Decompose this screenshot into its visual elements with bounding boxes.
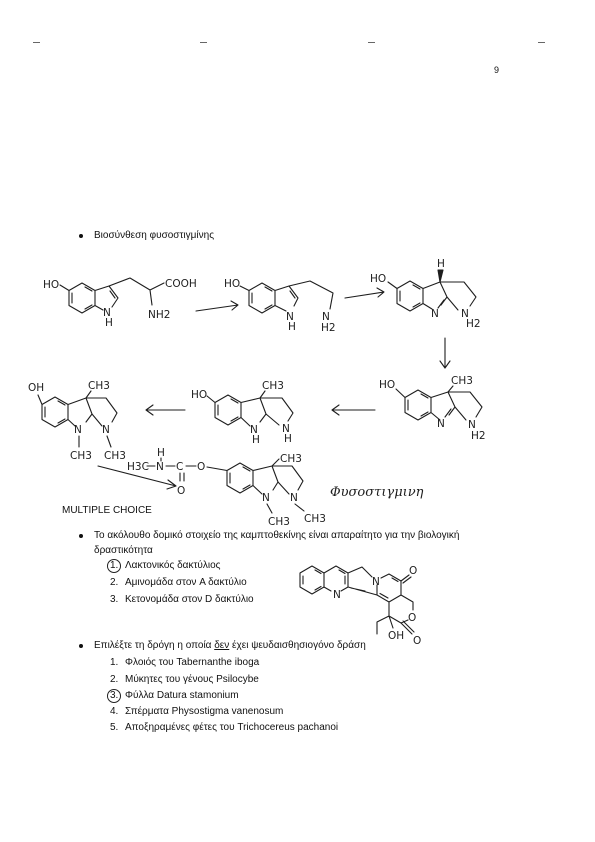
atom-label: N (322, 311, 330, 323)
bullet (79, 534, 83, 538)
reaction-arrow (345, 288, 384, 298)
atom-label: H (284, 433, 292, 445)
atom-label: N (250, 424, 258, 436)
reaction-arrow (146, 405, 185, 415)
structure-serotonin (224, 278, 336, 334)
option-text: Φύλλα Datura stamonium (125, 690, 239, 701)
option-text: Αποξηραμένες φέτες του Trichocereus pachanoi (125, 722, 339, 733)
atom-label: HO (43, 279, 60, 291)
bonds (207, 391, 293, 426)
atom-label: N (282, 423, 290, 435)
atom-label: CH3 (268, 516, 290, 528)
bonds (388, 281, 476, 311)
atom-label: O (408, 612, 417, 624)
atom-label: CH3 (451, 375, 473, 387)
atom-label: CH3 (70, 450, 92, 462)
atom-label: H (437, 258, 445, 270)
atom-label: N (103, 307, 111, 319)
atom-label: HO (370, 273, 387, 285)
bonds (240, 281, 333, 313)
atom-label: CH3 (88, 380, 110, 392)
arrow-line (146, 405, 185, 415)
atom-label: H3C (127, 461, 149, 473)
atom-label: N (372, 576, 380, 588)
bonds (396, 386, 482, 420)
option-text: Λακτονικός δακτύλιος (125, 560, 221, 571)
arrow-line (440, 338, 450, 368)
reaction-arrow (196, 301, 238, 311)
atom-label: N (437, 418, 445, 430)
reaction-arrow-down (440, 338, 450, 368)
atom-label: N (431, 308, 439, 320)
structure-intermediate-3 (191, 380, 293, 446)
atom-label: N (468, 419, 476, 431)
option-text: Φλοιός του Tabernanthe iboga (125, 657, 260, 668)
stereo-wedge (438, 270, 443, 282)
structure-intermediate-2 (379, 375, 486, 442)
atom-label: N (290, 492, 298, 504)
option-number: 2. (110, 577, 119, 588)
question-1-text-cont: δραστικότητα (94, 545, 153, 556)
option-text: Μύκητες του γένους Psilocybe (125, 674, 259, 685)
option-number: 4. (110, 706, 119, 717)
atom-label: H2 (471, 430, 486, 442)
option-number: 5. (110, 722, 119, 733)
atom-label: H (105, 317, 113, 329)
atom-label: H (288, 321, 296, 333)
atom-label: H (157, 447, 165, 459)
option-text: Κετονομάδα στον D δακτύλιο (125, 594, 254, 605)
atom-label: O (177, 485, 186, 497)
atom-label: CH3 (104, 450, 126, 462)
option-number: 1. (110, 657, 119, 668)
arrow-line (345, 288, 384, 298)
bullet (79, 644, 83, 648)
option-number: 3. (107, 689, 121, 703)
atom-label: CH3 (262, 380, 284, 392)
bonds (300, 566, 417, 634)
structure-camptothecin (300, 565, 421, 647)
question-1-text: Το ακόλουθο δομικό στοιχείο της καμπτοθεκίνης είναι απαραίτητο για την βιολογική (94, 530, 460, 541)
atom-label: O (409, 565, 418, 577)
arrow-line (332, 405, 375, 415)
atom-label: CH3 (280, 453, 302, 465)
atom-label: HO (379, 379, 396, 391)
atom-label: COOH (165, 278, 197, 290)
atom-label: N (74, 424, 82, 436)
atom-label: O (197, 461, 206, 473)
atom-label: N (102, 424, 110, 436)
atom-label: N (156, 461, 164, 473)
atom-label: N (262, 492, 270, 504)
atom-label: HO (224, 278, 241, 290)
section-title: Βιοσύνθεση φυσοστιγμίνης (94, 230, 215, 241)
atom-label: NH2 (148, 309, 171, 321)
atom-label: N (286, 311, 294, 323)
arrow-line (196, 301, 238, 311)
atom-label: HO (191, 389, 208, 401)
bonds (38, 391, 117, 447)
question-2-emphasis: δεν (214, 640, 230, 651)
atom-label: H2 (321, 322, 336, 334)
option-text: Αμινομάδα στον A δακτύλιο (125, 577, 247, 588)
option-number: 3. (110, 594, 119, 605)
atom-label: OH (388, 630, 405, 642)
atom-label: N (461, 308, 469, 320)
bonds (60, 278, 164, 313)
structure-5-hydroxytryptophan (43, 278, 197, 329)
structure-intermediate-1 (370, 258, 481, 330)
atom-label: C (176, 461, 184, 473)
option-number: 1. (107, 559, 121, 573)
structure-eseroline (28, 380, 126, 462)
reaction-arrow (332, 405, 375, 415)
atom-label: O (413, 635, 422, 647)
atom-label: H2 (466, 318, 481, 330)
atom-label: H (252, 434, 260, 446)
option-text: Σπέρματα Physostigma vanenosum (125, 706, 284, 717)
page-number: 9 (494, 65, 500, 75)
question-2-text-end: έχει ψευδαισθησιογόνο δράση (229, 640, 366, 651)
atom-label: CH3 (304, 513, 326, 525)
section-heading: MULTIPLE CHOICE (62, 505, 152, 516)
option-number: 2. (110, 674, 119, 685)
question-2-text (94, 640, 366, 652)
bonds (147, 458, 304, 513)
atom-label: N (333, 589, 341, 601)
product-name: Φυσοστιγμινη (330, 485, 424, 500)
atom-label: OH (28, 382, 45, 394)
question-2-text-start: Επιλέξτε τη δρόγη η οποία (94, 640, 215, 651)
